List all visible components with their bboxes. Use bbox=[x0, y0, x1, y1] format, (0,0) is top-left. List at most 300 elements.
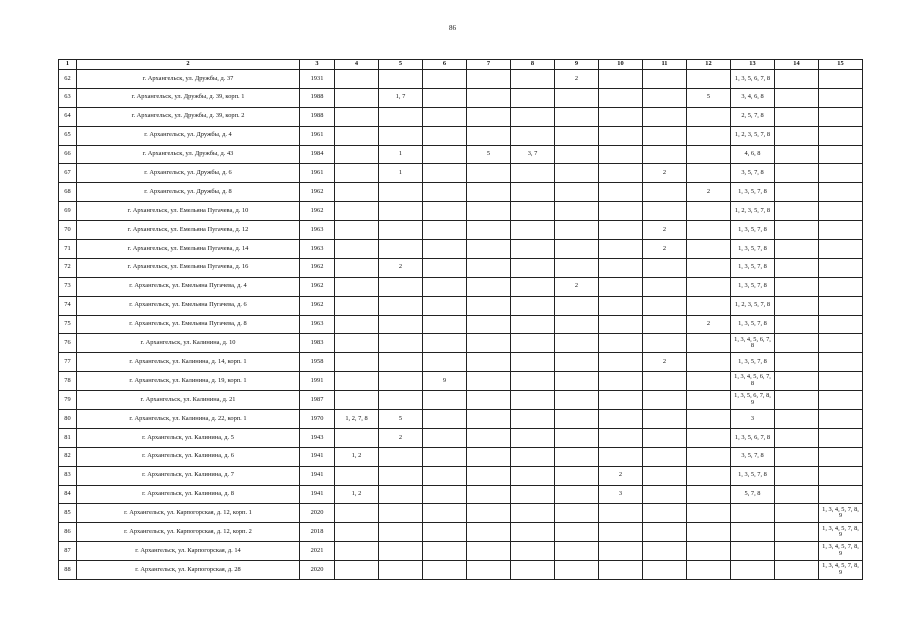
table-cell: 1 bbox=[379, 164, 423, 183]
column-header-10: 10 bbox=[599, 60, 643, 70]
table-cell bbox=[335, 372, 379, 391]
table-cell bbox=[599, 107, 643, 126]
row-number-cell: 65 bbox=[59, 126, 77, 145]
table-cell bbox=[643, 504, 687, 523]
table-cell bbox=[599, 164, 643, 183]
column-header-5: 5 bbox=[379, 60, 423, 70]
address-cell: г. Архангельск, ул. Дружбы, д. 39, корп. 1 bbox=[77, 88, 300, 107]
table-cell: 4, 6, 8 bbox=[731, 145, 775, 164]
table-cell bbox=[335, 296, 379, 315]
table-cell bbox=[687, 145, 731, 164]
table-cell bbox=[643, 258, 687, 277]
year-cell: 1962 bbox=[300, 296, 335, 315]
table-cell bbox=[379, 485, 423, 504]
table-row bbox=[59, 202, 863, 221]
table-cell bbox=[423, 542, 467, 561]
table-cell bbox=[511, 70, 555, 89]
table-cell bbox=[819, 70, 863, 89]
table-row bbox=[59, 391, 863, 410]
address-cell: г. Архангельск, ул. Калинина, д. 7 bbox=[77, 466, 300, 485]
year-cell: 2021 bbox=[300, 542, 335, 561]
table-cell bbox=[687, 561, 731, 580]
table-cell bbox=[379, 334, 423, 353]
table-cell bbox=[379, 372, 423, 391]
row-number-cell: 64 bbox=[59, 107, 77, 126]
table-cell bbox=[335, 202, 379, 221]
table-cell bbox=[467, 88, 511, 107]
table-cell bbox=[511, 221, 555, 240]
table-cell bbox=[775, 372, 819, 391]
table-cell bbox=[467, 164, 511, 183]
address-cell: г. Архангельск, ул. Дружбы, д. 4 bbox=[77, 126, 300, 145]
column-header-1: 1 bbox=[59, 60, 77, 70]
table-cell bbox=[775, 542, 819, 561]
table-cell bbox=[423, 221, 467, 240]
table-cell: 1, 3, 5, 6, 7, 8 bbox=[731, 70, 775, 89]
table-cell bbox=[511, 183, 555, 202]
table-cell bbox=[467, 334, 511, 353]
table-row bbox=[59, 410, 863, 429]
year-cell: 1961 bbox=[300, 164, 335, 183]
table-cell bbox=[599, 88, 643, 107]
address-cell: г. Архангельск, ул. Калинина, д. 14, корп. 1 bbox=[77, 353, 300, 372]
row-number-cell: 63 bbox=[59, 88, 77, 107]
table-cell bbox=[555, 372, 599, 391]
table-cell bbox=[467, 466, 511, 485]
table-cell bbox=[643, 447, 687, 466]
year-cell: 1962 bbox=[300, 183, 335, 202]
table-cell bbox=[467, 240, 511, 259]
table-cell bbox=[379, 315, 423, 334]
row-number-cell: 88 bbox=[59, 561, 77, 580]
table-cell bbox=[643, 126, 687, 145]
address-cell: г. Архангельск, ул. Калинина, д. 6 bbox=[77, 447, 300, 466]
table-cell bbox=[775, 258, 819, 277]
table-cell bbox=[555, 258, 599, 277]
table-cell bbox=[687, 542, 731, 561]
table-cell bbox=[511, 126, 555, 145]
row-number-cell: 77 bbox=[59, 353, 77, 372]
table-cell: 2 bbox=[643, 164, 687, 183]
table-cell bbox=[555, 88, 599, 107]
table-cell: 3, 7 bbox=[511, 145, 555, 164]
row-number-cell: 86 bbox=[59, 523, 77, 542]
table-cell bbox=[511, 88, 555, 107]
table-cell bbox=[643, 334, 687, 353]
year-cell: 2020 bbox=[300, 504, 335, 523]
table-cell bbox=[819, 145, 863, 164]
table-cell: 2 bbox=[643, 240, 687, 259]
table-cell bbox=[775, 126, 819, 145]
table-cell bbox=[511, 504, 555, 523]
table-cell: 2 bbox=[687, 183, 731, 202]
table-cell bbox=[511, 315, 555, 334]
table-cell: 2 bbox=[379, 258, 423, 277]
table-cell bbox=[379, 523, 423, 542]
table-cell bbox=[423, 410, 467, 429]
table-cell bbox=[687, 466, 731, 485]
table-cell bbox=[687, 221, 731, 240]
table-cell bbox=[379, 466, 423, 485]
year-cell: 1962 bbox=[300, 258, 335, 277]
table-body bbox=[59, 70, 863, 580]
table-cell bbox=[643, 145, 687, 164]
table-cell bbox=[643, 315, 687, 334]
table-cell bbox=[555, 485, 599, 504]
table-cell bbox=[599, 202, 643, 221]
table-cell bbox=[819, 447, 863, 466]
year-cell: 2020 bbox=[300, 561, 335, 580]
table-cell: 1, 3, 5, 7, 8 bbox=[731, 353, 775, 372]
row-number-cell: 74 bbox=[59, 296, 77, 315]
table-cell bbox=[555, 145, 599, 164]
table-cell bbox=[335, 88, 379, 107]
year-cell: 1970 bbox=[300, 410, 335, 429]
column-header-9: 9 bbox=[555, 60, 599, 70]
table-cell bbox=[599, 70, 643, 89]
table-cell bbox=[643, 277, 687, 296]
table-cell bbox=[511, 107, 555, 126]
row-number-cell: 71 bbox=[59, 240, 77, 259]
table-cell bbox=[467, 372, 511, 391]
table-cell bbox=[555, 466, 599, 485]
header-row bbox=[59, 60, 863, 70]
table-cell bbox=[423, 296, 467, 315]
table-cell bbox=[423, 561, 467, 580]
table-cell bbox=[423, 485, 467, 504]
table-cell: 2 bbox=[599, 466, 643, 485]
table-cell bbox=[775, 561, 819, 580]
table-cell bbox=[379, 107, 423, 126]
table-cell bbox=[775, 391, 819, 410]
year-cell: 2018 bbox=[300, 523, 335, 542]
table-cell bbox=[511, 372, 555, 391]
table-cell bbox=[819, 296, 863, 315]
row-number-cell: 66 bbox=[59, 145, 77, 164]
address-cell: г. Архангельск, ул. Калинина, д. 8 bbox=[77, 485, 300, 504]
table-cell: 1, 3, 5, 7, 8 bbox=[731, 466, 775, 485]
table-cell bbox=[335, 466, 379, 485]
table-cell: 1, 2, 3, 5, 7, 8 bbox=[731, 202, 775, 221]
table-cell bbox=[335, 353, 379, 372]
table-cell bbox=[687, 107, 731, 126]
table-cell bbox=[335, 428, 379, 447]
table-cell bbox=[599, 410, 643, 429]
table-cell bbox=[379, 561, 423, 580]
table-row bbox=[59, 296, 863, 315]
table-cell: 2 bbox=[643, 221, 687, 240]
table-cell bbox=[423, 353, 467, 372]
table-cell bbox=[819, 391, 863, 410]
table-cell bbox=[423, 258, 467, 277]
table-cell bbox=[511, 353, 555, 372]
row-number-cell: 87 bbox=[59, 542, 77, 561]
table-cell bbox=[687, 523, 731, 542]
table-cell bbox=[379, 277, 423, 296]
table-cell: 2, 5, 7, 8 bbox=[731, 107, 775, 126]
table-cell bbox=[467, 410, 511, 429]
table-cell bbox=[511, 447, 555, 466]
address-cell: г. Архангельск, ул. Емельяна Пугачева, д. 8 bbox=[77, 315, 300, 334]
year-cell: 1988 bbox=[300, 107, 335, 126]
table-row bbox=[59, 428, 863, 447]
year-cell: 1987 bbox=[300, 391, 335, 410]
table-cell bbox=[555, 107, 599, 126]
table-cell: 1, 3, 5, 6, 7, 8 bbox=[731, 428, 775, 447]
table-cell: 1, 3, 5, 6, 7, 8, 9 bbox=[731, 391, 775, 410]
table-cell bbox=[555, 523, 599, 542]
year-cell: 1963 bbox=[300, 240, 335, 259]
table-cell bbox=[819, 240, 863, 259]
table-cell bbox=[379, 202, 423, 221]
table-cell: 5 bbox=[379, 410, 423, 429]
table-cell bbox=[379, 221, 423, 240]
table-cell bbox=[687, 258, 731, 277]
year-cell: 1991 bbox=[300, 372, 335, 391]
table-cell: 2 bbox=[555, 70, 599, 89]
table-cell bbox=[819, 202, 863, 221]
table-cell: 2 bbox=[555, 277, 599, 296]
table-cell bbox=[379, 542, 423, 561]
table-cell bbox=[775, 466, 819, 485]
address-cell: г. Архангельск, ул. Калинина, д. 5 bbox=[77, 428, 300, 447]
table-cell: 1, 2, 7, 8 bbox=[335, 410, 379, 429]
column-header-6: 6 bbox=[423, 60, 467, 70]
table-cell bbox=[379, 504, 423, 523]
table-cell bbox=[379, 353, 423, 372]
year-cell: 1963 bbox=[300, 315, 335, 334]
table-cell bbox=[511, 561, 555, 580]
address-cell: г. Архангельск, ул. Дружбы, д. 6 bbox=[77, 164, 300, 183]
table-cell bbox=[555, 221, 599, 240]
table-row bbox=[59, 240, 863, 259]
table-cell bbox=[643, 372, 687, 391]
table-cell bbox=[467, 504, 511, 523]
year-cell: 1943 bbox=[300, 428, 335, 447]
table-cell bbox=[467, 126, 511, 145]
column-header-4: 4 bbox=[335, 60, 379, 70]
table-cell bbox=[555, 202, 599, 221]
table-cell bbox=[687, 428, 731, 447]
table-cell bbox=[599, 145, 643, 164]
row-number-cell: 73 bbox=[59, 277, 77, 296]
table-cell bbox=[423, 315, 467, 334]
table-cell bbox=[555, 164, 599, 183]
table-cell bbox=[335, 145, 379, 164]
address-cell: г. Архангельск, ул. Калинина, д. 22, корп. 1 bbox=[77, 410, 300, 429]
table-cell bbox=[599, 523, 643, 542]
year-cell: 1941 bbox=[300, 466, 335, 485]
table-cell bbox=[467, 258, 511, 277]
table-cell: 3, 5, 7, 8 bbox=[731, 164, 775, 183]
table-cell bbox=[335, 240, 379, 259]
table-header bbox=[59, 60, 863, 70]
table-cell bbox=[775, 410, 819, 429]
table-cell: 1, 2, 3, 5, 7, 8 bbox=[731, 126, 775, 145]
table-cell bbox=[423, 107, 467, 126]
table-cell bbox=[687, 410, 731, 429]
address-cell: г. Архангельск, ул. Калинина, д. 10 bbox=[77, 334, 300, 353]
table-cell bbox=[423, 447, 467, 466]
table-cell: 2 bbox=[643, 353, 687, 372]
table-cell bbox=[643, 391, 687, 410]
table-cell: 1, 3, 4, 5, 6, 7, 8 bbox=[731, 334, 775, 353]
table-cell bbox=[335, 391, 379, 410]
table-cell: 5, 7, 8 bbox=[731, 485, 775, 504]
table-cell bbox=[467, 353, 511, 372]
table-cell bbox=[643, 542, 687, 561]
year-cell: 1963 bbox=[300, 221, 335, 240]
table-cell bbox=[379, 183, 423, 202]
table-cell bbox=[555, 504, 599, 523]
table-row bbox=[59, 504, 863, 523]
table-row bbox=[59, 523, 863, 542]
table-cell bbox=[731, 561, 775, 580]
table-row bbox=[59, 447, 863, 466]
table-cell bbox=[819, 334, 863, 353]
table-cell bbox=[423, 126, 467, 145]
table-cell bbox=[423, 240, 467, 259]
table-cell bbox=[687, 485, 731, 504]
table-cell bbox=[687, 447, 731, 466]
address-cell: г. Архангельск, ул. Емельяна Пугачева, д. 4 bbox=[77, 277, 300, 296]
table-cell: 1, 3, 5, 7, 8 bbox=[731, 240, 775, 259]
table-cell: 1, 3, 5, 7, 8 bbox=[731, 221, 775, 240]
table-cell: 1, 3, 5, 7, 8 bbox=[731, 315, 775, 334]
address-cell: г. Архангельск, ул. Емельяна Пугачева, д. 14 bbox=[77, 240, 300, 259]
table-cell: 1, 2 bbox=[335, 485, 379, 504]
row-number-cell: 83 bbox=[59, 466, 77, 485]
row-number-cell: 84 bbox=[59, 485, 77, 504]
table-cell bbox=[775, 277, 819, 296]
table-cell bbox=[819, 258, 863, 277]
table-cell bbox=[819, 88, 863, 107]
table-cell bbox=[335, 70, 379, 89]
table-row bbox=[59, 353, 863, 372]
table-cell bbox=[687, 334, 731, 353]
table-cell bbox=[423, 277, 467, 296]
year-cell: 1962 bbox=[300, 202, 335, 221]
table-cell bbox=[819, 183, 863, 202]
table-cell bbox=[643, 183, 687, 202]
table-cell: 1 bbox=[379, 145, 423, 164]
year-cell: 1983 bbox=[300, 334, 335, 353]
table-cell bbox=[467, 202, 511, 221]
table-cell bbox=[423, 202, 467, 221]
table-cell bbox=[599, 315, 643, 334]
table-cell bbox=[511, 542, 555, 561]
table-cell bbox=[335, 164, 379, 183]
table-cell bbox=[423, 428, 467, 447]
table-cell bbox=[643, 70, 687, 89]
table-cell bbox=[775, 485, 819, 504]
table-cell bbox=[423, 466, 467, 485]
table-cell: 1, 3, 4, 5, 7, 8, 9 bbox=[819, 542, 863, 561]
table-cell bbox=[687, 240, 731, 259]
table-row bbox=[59, 221, 863, 240]
table-cell bbox=[511, 277, 555, 296]
table-cell bbox=[775, 164, 819, 183]
table-cell bbox=[555, 126, 599, 145]
row-number-cell: 80 bbox=[59, 410, 77, 429]
table-cell bbox=[511, 258, 555, 277]
year-cell: 1931 bbox=[300, 70, 335, 89]
year-cell: 1988 bbox=[300, 88, 335, 107]
address-cell: г. Архангельск, ул. Емельяна Пугачева, д. 16 bbox=[77, 258, 300, 277]
table-cell bbox=[335, 561, 379, 580]
table-cell bbox=[775, 70, 819, 89]
row-number-cell: 85 bbox=[59, 504, 77, 523]
table-cell bbox=[643, 88, 687, 107]
table-cell bbox=[423, 523, 467, 542]
table-cell: 3, 5, 7, 8 bbox=[731, 447, 775, 466]
row-number-cell: 78 bbox=[59, 372, 77, 391]
table-cell: 9 bbox=[423, 372, 467, 391]
table-cell bbox=[775, 107, 819, 126]
table-cell bbox=[687, 277, 731, 296]
table-cell: 1, 3, 5, 7, 8 bbox=[731, 258, 775, 277]
table-cell bbox=[511, 428, 555, 447]
table-cell bbox=[423, 88, 467, 107]
table-cell: 1, 2, 3, 5, 7, 8 bbox=[731, 296, 775, 315]
table-cell bbox=[335, 504, 379, 523]
table-cell bbox=[423, 164, 467, 183]
table-row bbox=[59, 466, 863, 485]
table-row bbox=[59, 372, 863, 391]
table-cell bbox=[467, 391, 511, 410]
address-cell: г. Архангельск, ул. Емельяна Пугачева, д. 12 bbox=[77, 221, 300, 240]
table-cell bbox=[467, 107, 511, 126]
table-cell bbox=[643, 485, 687, 504]
table-row bbox=[59, 277, 863, 296]
year-cell: 1941 bbox=[300, 447, 335, 466]
table-cell bbox=[555, 561, 599, 580]
table-cell bbox=[643, 410, 687, 429]
table-cell bbox=[599, 428, 643, 447]
table-cell bbox=[467, 70, 511, 89]
table-cell bbox=[423, 391, 467, 410]
table-cell bbox=[335, 523, 379, 542]
table-cell bbox=[511, 202, 555, 221]
table-row bbox=[59, 164, 863, 183]
address-cell: г. Архангельск, ул. Дружбы, д. 43 bbox=[77, 145, 300, 164]
table-cell bbox=[467, 221, 511, 240]
buildings-table bbox=[58, 59, 863, 580]
column-header-14: 14 bbox=[775, 60, 819, 70]
table-cell bbox=[555, 334, 599, 353]
table-cell bbox=[467, 296, 511, 315]
table-cell bbox=[467, 315, 511, 334]
year-cell: 1962 bbox=[300, 277, 335, 296]
address-cell: г. Архангельск, ул. Дружбы, д. 8 bbox=[77, 183, 300, 202]
table-row bbox=[59, 485, 863, 504]
row-number-cell: 70 bbox=[59, 221, 77, 240]
table-cell: 3, 4, 6, 8 bbox=[731, 88, 775, 107]
table-cell bbox=[687, 296, 731, 315]
column-header-7: 7 bbox=[467, 60, 511, 70]
table-cell bbox=[599, 258, 643, 277]
table-cell bbox=[819, 107, 863, 126]
table-cell bbox=[775, 183, 819, 202]
table-cell bbox=[599, 391, 643, 410]
table-cell: 2 bbox=[687, 315, 731, 334]
table-cell bbox=[731, 523, 775, 542]
table-cell bbox=[423, 504, 467, 523]
table-cell bbox=[599, 334, 643, 353]
year-cell: 1984 bbox=[300, 145, 335, 164]
address-cell: г. Архангельск, ул. Калинина, д. 21 bbox=[77, 391, 300, 410]
table-row bbox=[59, 145, 863, 164]
